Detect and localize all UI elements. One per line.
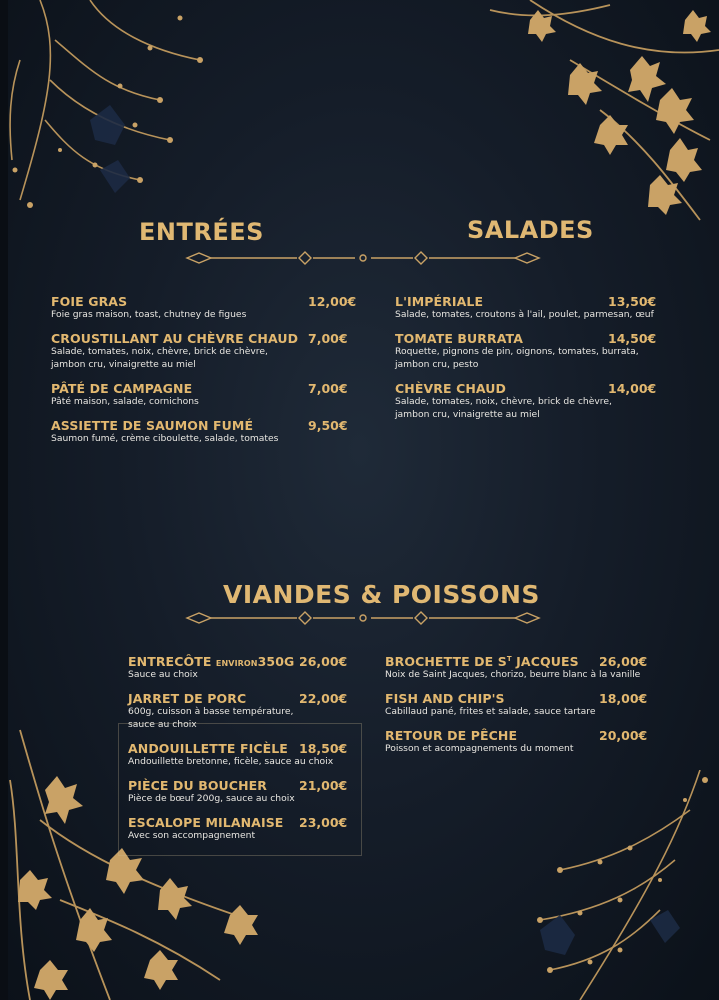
item-description: Andouillette bretonne, ficèle, sauce au choix <box>128 756 334 767</box>
item-name: PÂTÉ DE CAMPAGNE <box>51 381 193 396</box>
item-name: RETOUR DE PÊCHE <box>385 728 518 743</box>
item-name: ASSIETTE DE SAUMON FUMÉ <box>51 418 254 433</box>
item-description: Poisson et acompagnements du moment <box>385 743 574 754</box>
foliage-bottom-right-decoration <box>500 770 719 1000</box>
item-price: 22,00€ <box>299 691 348 706</box>
item-name: PIÈCE DU BOUCHER <box>128 778 267 793</box>
item-name: BROCHETTE DE $S^T$ JACQUES <box>385 654 579 669</box>
item-name: CHÈVRE CHAUD <box>395 381 507 396</box>
item-price: 12,00€ <box>308 294 357 309</box>
item-description: Salade, tomates, noix, chèvre, brick de chèvre, jambon cru, vinaigrette au miel <box>395 396 612 420</box>
left-edge-strip <box>0 0 8 1000</box>
ornamental-divider-top <box>185 250 545 266</box>
item-name: ANDOUILLETTE FICÈLE <box>128 741 288 756</box>
foliage-top-right-decoration <box>470 0 719 230</box>
item-price: 9,50€ <box>308 418 348 433</box>
viandes-poissons-title: VIANDES & POISSONS <box>223 580 540 609</box>
item-name: ENTRECÔTE ENVIRON350G <box>128 654 295 669</box>
item-name: L'IMPÉRIALE <box>395 294 484 309</box>
item-price: 21,00€ <box>299 778 348 793</box>
item-name: TOMATE BURRATA <box>395 331 523 346</box>
item-description: Pièce de bœuf 200g, sauce au choix <box>128 793 295 804</box>
item-price: 13,50€ <box>608 294 657 309</box>
item-description: Saumon fumé, crème ciboulette, salade, tomates <box>51 433 279 444</box>
item-price: 23,00€ <box>299 815 348 830</box>
item-name: JARRET DE PORC <box>128 691 247 706</box>
item-description: Roquette, pignons de pin, oignons, tomates, burrata, jambon cru, pesto <box>395 346 639 370</box>
item-price: 26,00€ <box>599 654 648 669</box>
foliage-top-left-decoration <box>0 0 230 210</box>
item-description: Salade, tomates, noix, chèvre, brick de chèvre, jambon cru, vinaigrette au miel <box>51 346 268 370</box>
item-description: Foie gras maison, toast, chutney de figues <box>51 309 247 320</box>
item-name: FISH AND CHIP'S <box>385 691 505 706</box>
entrees-title: ENTRÉES <box>139 218 264 246</box>
item-price: 18,50€ <box>299 741 348 756</box>
item-price: 7,00€ <box>308 381 348 396</box>
item-price: 7,00€ <box>308 331 348 346</box>
item-description: Noix de Saint Jacques, chorizo, beurre blanc à la vanille <box>385 669 641 680</box>
item-price: 14,00€ <box>608 381 657 396</box>
item-name: ESCALOPE MILANAISE <box>128 815 284 830</box>
item-description: Sauce au choix <box>128 669 198 680</box>
item-price: 26,00€ <box>299 654 348 669</box>
item-description: Pâté maison, salade, cornichons <box>51 396 199 407</box>
item-description: Avec son accompagnement <box>128 830 256 841</box>
item-description: Cabillaud pané, frites et salade, sauce tartare <box>385 706 596 717</box>
salades-title: SALADES <box>467 216 594 244</box>
item-name: CROUSTILLANT AU CHÈVRE CHAUD <box>51 331 299 346</box>
item-name: FOIE GRAS <box>51 294 128 309</box>
item-price: 18,00€ <box>599 691 648 706</box>
item-price: 14,50€ <box>608 331 657 346</box>
item-price: 20,00€ <box>599 728 648 743</box>
item-description: Salade, tomates, croutons à l'ail, poulet, parmesan, œuf <box>395 309 654 320</box>
ornamental-divider-middle <box>185 610 545 626</box>
item-description: 600g, cuisson à basse température, sauce au choix <box>128 706 294 730</box>
